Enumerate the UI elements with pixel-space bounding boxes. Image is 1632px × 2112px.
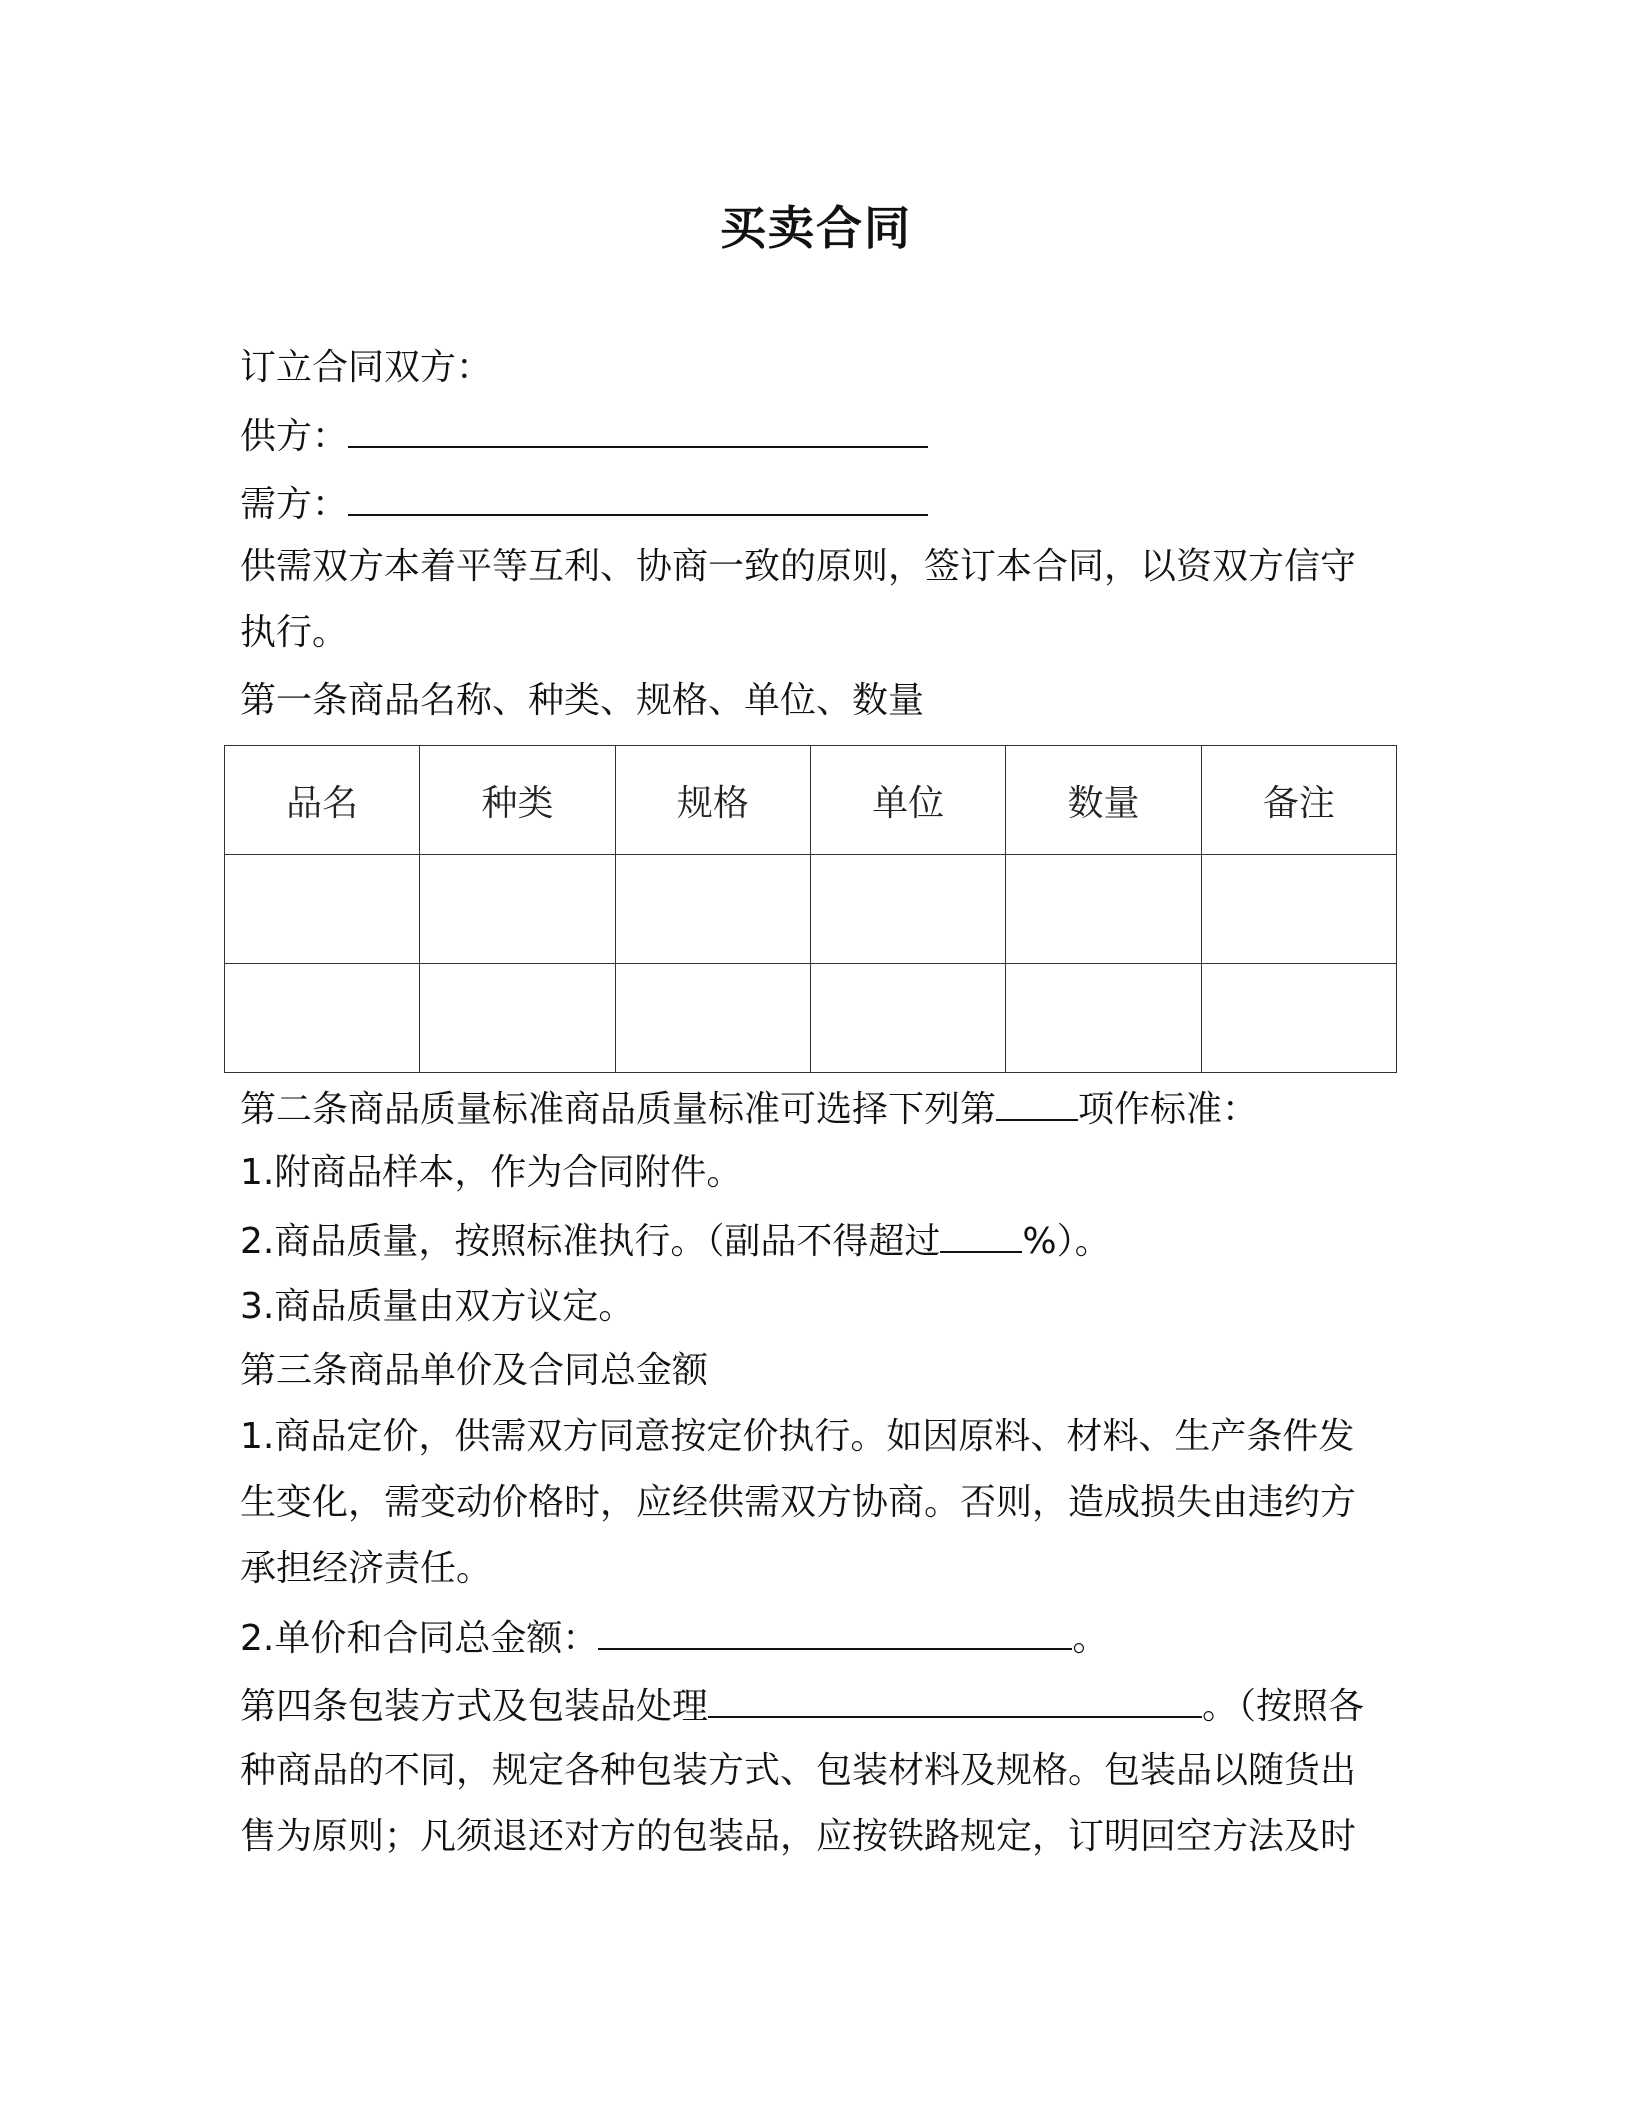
article2-heading-post: 项作标准： (1078, 1089, 1259, 1130)
article4-heading-pre: 第四条包装方式及包装品处理 (240, 1686, 709, 1727)
supplier-blank (348, 410, 928, 448)
article3-heading: 第三条商品单价及合同总金额 (240, 1350, 709, 1391)
supplier-line (240, 410, 928, 462)
table-cell (1006, 855, 1201, 964)
table-row (225, 964, 1397, 1073)
article1-heading: 第一条商品名称、种类、规格、单位、数量 (240, 680, 925, 721)
article4-line-3: 售为原则；凡须退还对方的包装品，应按铁路规定，订明回空方法及时 (240, 1816, 1357, 1857)
table-cell (420, 855, 615, 964)
table-cell (615, 964, 810, 1073)
article3-item1-line-1: 1.商品定价，供需双方同意按定价执行。如因原料、材料、生产条件发 (240, 1416, 1355, 1457)
demander-label: 需方： (240, 484, 349, 525)
table-header-cell: 数量 (1006, 746, 1201, 855)
table-cell (615, 855, 810, 964)
parties-heading: 订立合同双方： (240, 347, 493, 388)
article2-item-blank (996, 1083, 1078, 1121)
table-header-cell: 种类 (420, 746, 615, 855)
article3-item1-line-3: 承担经济责任。 (240, 1548, 493, 1589)
table-header-cell: 单位 (810, 746, 1005, 855)
article2-item2-pre: 2.商品质量，按照标准执行。（副品不得超过 (240, 1221, 941, 1262)
article2-item-3: 3.商品质量由双方议定。 (240, 1286, 635, 1327)
supplier-label: 供方： (240, 416, 349, 457)
article3-item-2 (240, 1612, 1108, 1664)
article4-heading-post: 。（按照各 (1202, 1686, 1365, 1727)
table-header-cell: 备注 (1201, 746, 1396, 855)
table-cell (225, 855, 420, 964)
demander-line (240, 478, 928, 530)
table-row (225, 855, 1397, 964)
article2-item-1: 1.附商品样本，作为合同附件。 (240, 1152, 743, 1193)
preamble-line-1: 供需双方本着平等互利、协商一致的原则，签订本合同，以资双方信守 (240, 546, 1357, 587)
table-cell (420, 964, 615, 1073)
packaging-blank (708, 1680, 1202, 1718)
article3-item1-line-2: 生变化，需变动价格时，应经供需双方协商。否则，造成损失由违约方 (240, 1482, 1357, 1523)
table-cell (810, 855, 1005, 964)
goods-table (224, 745, 1397, 1073)
article3-item2-post: 。 (1072, 1618, 1109, 1659)
article4-line-2: 种商品的不同，规定各种包装方式、包装材料及规格。包装品以随货出 (240, 1750, 1357, 1791)
article2-item2-post: %）。 (1022, 1221, 1111, 1262)
total-amount-blank (598, 1612, 1072, 1650)
article4-heading (240, 1680, 1364, 1732)
preamble-line-2: 执行。 (240, 612, 349, 653)
article2-heading (240, 1083, 1258, 1135)
table-cell (225, 964, 420, 1073)
article2-item-2 (240, 1215, 1111, 1267)
table-header-row (225, 746, 1397, 855)
demander-blank (348, 478, 928, 516)
article3-item2-pre: 2.单价和合同总金额： (240, 1618, 599, 1659)
page-title: 买卖合同 (720, 201, 912, 255)
article2-heading-pre: 第二条商品质量标准商品质量标准可选择下列第 (240, 1089, 997, 1130)
table-cell (1006, 964, 1201, 1073)
defect-percent-blank (940, 1215, 1022, 1253)
table-header-cell: 规格 (615, 746, 810, 855)
table-cell (810, 964, 1005, 1073)
table-header-cell: 品名 (225, 746, 420, 855)
table-cell (1201, 855, 1396, 964)
table-cell (1201, 964, 1396, 1073)
